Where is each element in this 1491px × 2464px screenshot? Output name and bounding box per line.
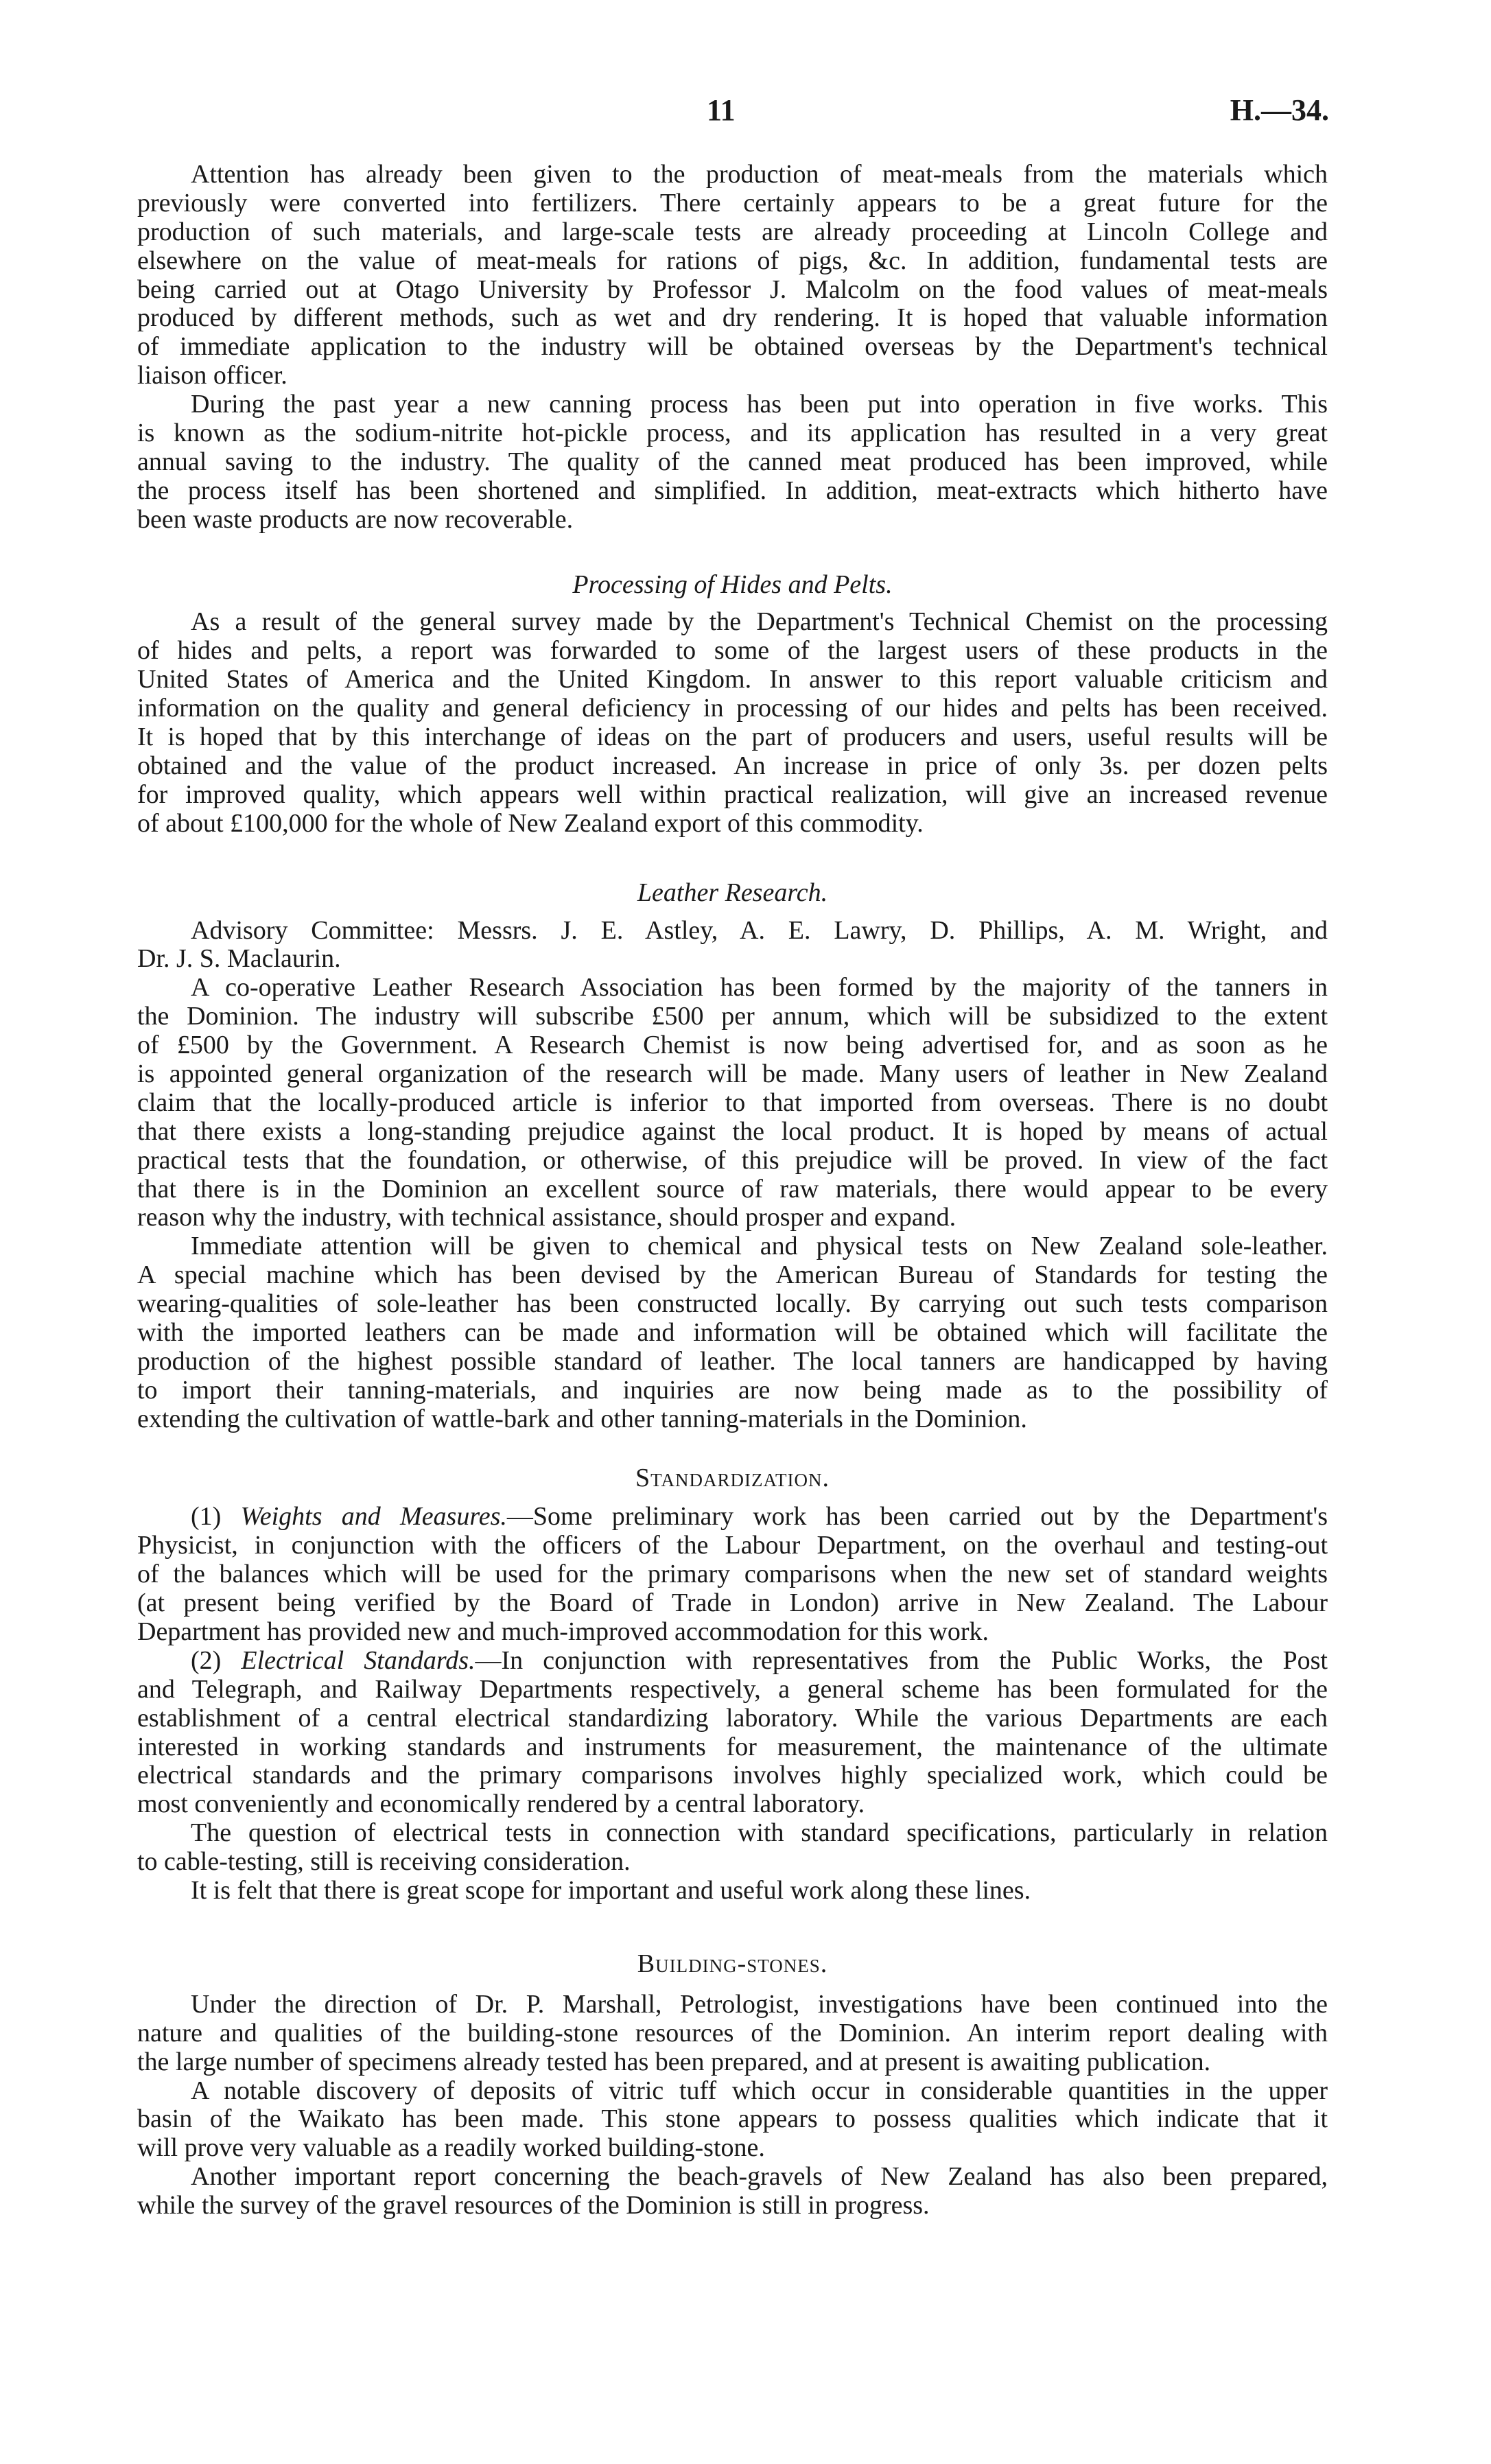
text-line: basin of the Waikato has been made. This stone appears to possess qualities which indicate that it — [137, 2104, 1328, 2134]
section-leather-research — [137, 917, 1328, 1434]
paragraph — [137, 1819, 1328, 1877]
text-line: while the survey of the gravel resources of the Dominion is still in progress. — [137, 2191, 930, 2220]
text-line: establishment of a central electrical standardizing laboratory. While the various Departments are each — [137, 1703, 1328, 1733]
text-line: of £500 by the Government. A Research Chemist is now being advertised for, and as soon as he — [137, 1031, 1328, 1060]
text-line: extending the cultivation of wattle-bark and other tanning-materials in the Dominion. — [137, 1404, 1027, 1433]
text-line: produced by different methods, such as wet and dry rendering. It is hoped that valuable information — [137, 303, 1328, 333]
paragraph — [137, 1991, 1328, 2077]
paragraph — [137, 1647, 1328, 1819]
text-line: the process itself has been shortened and simplified. In addition, meat-extracts which hitherto have — [137, 476, 1328, 505]
text-line: the large number of specimens already tested has been prepared, and at present is awaiting publication. — [137, 2047, 1211, 2076]
italic-subheading: Electrical Standards. — [241, 1645, 476, 1675]
paragraph — [137, 608, 1328, 838]
text-line: Department has provided new and much-improved accommodation for this work. — [137, 1617, 989, 1647]
text-line: of the balances which will be used for the primary comparisons when the new set of standard weights — [137, 1560, 1328, 1589]
paragraph — [137, 390, 1328, 534]
text-line: liaison officer. — [137, 361, 287, 390]
text-line: information on the quality and general deficiency in processing of our hides and pelts has been received. — [137, 694, 1328, 723]
paragraph — [137, 974, 1328, 1232]
text-line: been waste products are now recoverable. — [137, 504, 574, 534]
text-line: Attention has already been given to the production of meat-meals from the materials which — [191, 160, 1328, 189]
text-line: (at present being verified by the Board of Trade in London) arrive in New Zealand. The Labour — [137, 1588, 1328, 1618]
text-line: interested in working standards and instruments for measurement, the maintenance of the ultimate — [137, 1732, 1328, 1761]
text-line: practical tests that the foundation, or otherwise, of this prejudice will be proved. In view of the fact — [137, 1145, 1328, 1175]
text-line: is appointed general organization of the research will be made. Many users of leather in New Zealand — [137, 1059, 1328, 1088]
text-line: production of such materials, and large-scale tests are already proceeding at Lincoln College and — [137, 217, 1328, 246]
text-line: nature and qualities of the building-stone resources of the Dominion. An interim report dealing with — [137, 2018, 1328, 2048]
paragraph — [137, 1877, 1328, 1905]
text-line: claim that the locally-produced article is inferior to that imported from overseas. There is no doubt — [137, 1088, 1328, 1117]
text-line: annual saving to the industry. The quality of the canned meat produced has been improved, while — [137, 447, 1328, 476]
text-line: electrical standards and the primary comparisons involves highly specialized work, which could be — [137, 1761, 1328, 1790]
text-line: obtained and the value of the product increased. An increase in price of only 3s. per dozen pelts — [137, 751, 1328, 780]
text-line — [137, 1503, 1328, 1532]
text-line: and Telegraph, and Railway Departments respectively, a general scheme has been formulated for the — [137, 1674, 1328, 1704]
paragraph — [137, 1503, 1328, 1646]
text-line: Physicist, in conjunction with the officers of the Labour Department, on the overhaul and testing-out — [137, 1531, 1328, 1560]
text-line: Advisory Committee: Messrs. J. E. Astley, A. E. Lawry, D. Phillips, A. M. Wright, and — [191, 915, 1328, 945]
document-reference: H.—34. — [1230, 93, 1329, 127]
text-line: It is hoped that by this interchange of ideas on the part of producers and users, useful results will be — [137, 723, 1328, 752]
text-line: elsewhere on the value of meat-meals for rations of pigs, &c. In addition, fundamental tests are — [137, 246, 1328, 275]
text-line: that there exists a long-standing prejudice against the local product. It is hoped by means of actual — [137, 1116, 1328, 1146]
paragraph — [137, 917, 1328, 974]
text-line: As a result of the general survey made by the Department's Technical Chemist on the processing — [191, 607, 1328, 637]
section-intro — [137, 161, 1328, 535]
document-body — [137, 161, 1328, 2220]
section-heading-standardization: Standardization. — [635, 1463, 830, 1492]
text-line: Another important report concerning the beach-gravels of New Zealand has also been prepared, — [191, 2162, 1328, 2192]
text-line: to cable-testing, still is receiving consideration. — [137, 1847, 631, 1877]
text-line: of immediate application to the industry will be obtained overseas by the Department's technical — [137, 332, 1328, 362]
paragraph — [137, 1232, 1328, 1433]
paragraph — [137, 161, 1328, 390]
text-line: will prove very valuable as a readily worked building-stone. — [137, 2133, 765, 2163]
text-line: United States of America and the United Kingdom. In answer to this report valuable criticism and — [137, 665, 1328, 694]
section-standardization — [137, 1503, 1328, 1905]
text-line: being carried out at Otago University by Professor J. Malcolm on the food values of meat-meals — [137, 274, 1328, 304]
text-line: It is felt that there is great scope for important and useful work along these lines. — [191, 1876, 1031, 1905]
text-line: During the past year a new canning process has been put into operation in five works. This — [191, 390, 1328, 419]
text-line: to import their tanning-materials, and inquiries are now being made as to the possibility of — [137, 1375, 1328, 1405]
text-line: A special machine which has been devised by the American Bureau of Standards for testing the — [137, 1260, 1328, 1290]
section-heading-hides-pelts: Processing of Hides and Pelts. — [572, 570, 893, 599]
page-number: 11 — [707, 93, 736, 127]
text-line: that there is in the Dominion an excellent source of raw materials, there would appear to be every — [137, 1174, 1328, 1204]
text-line: reason why the industry, with technical assistance, should prosper and expand. — [137, 1203, 956, 1232]
paragraph — [137, 2163, 1328, 2220]
text-line: production of the highest possible standard of leather. The local tanners are handicapped by having — [137, 1346, 1328, 1376]
text-line — [137, 1647, 1328, 1676]
text-run: —In conjunction with representatives from the Public Works, the Post — [475, 1645, 1328, 1675]
section-hides-pelts — [137, 608, 1328, 838]
text-line: Under the direction of Dr. P. Marshall, Petrologist, investigations have been continued into the — [191, 1989, 1328, 2019]
text-run: (2) — [191, 1645, 242, 1675]
text-line: previously were converted into fertilizers. There certainly appears to be a great future for the — [137, 188, 1328, 218]
text-line: A notable discovery of deposits of vitric tuff which occur in considerable quantities in the upper — [191, 2076, 1328, 2105]
text-line: wearing-qualities of sole-leather has been constructed locally. By carrying out such tests comparison — [137, 1289, 1328, 1319]
text-line: the Dominion. The industry will subscribe £500 per annum, which will be subsidized to the extent — [137, 1002, 1328, 1031]
section-heading-leather-research: Leather Research. — [637, 878, 828, 907]
text-run: (1) — [191, 1502, 241, 1532]
text-run: —Some preliminary work has been carried out by the Department's — [506, 1502, 1328, 1532]
text-line: for improved quality, which appears well within practical realization, will give an increased revenue — [137, 779, 1328, 809]
text-line: The question of electrical tests in connection with standard specifications, particularly in relation — [191, 1818, 1328, 1848]
text-line: most conveniently and economically rendered by a central laboratory. — [137, 1790, 865, 1819]
text-line: of hides and pelts, a report was forwarded to some of the largest users of these products in the — [137, 636, 1328, 666]
text-line: Immediate attention will be given to chemical and physical tests on New Zealand sole-leather. — [191, 1232, 1328, 1261]
italic-subheading: Weights and Measures. — [240, 1502, 507, 1532]
text-line: Dr. J. S. Maclaurin. — [137, 944, 341, 974]
text-line: A co-operative Leather Research Association has been formed by the majority of the tanners in — [191, 973, 1328, 1002]
text-line: is known as the sodium-nitrite hot-pickle process, and its application has resulted in a very great — [137, 419, 1328, 448]
text-line: of about £100,000 for the whole of New Zealand export of this commodity. — [137, 808, 924, 838]
paragraph — [137, 2077, 1328, 2163]
text-line: with the imported leathers can be made and information will be obtained which will facilitate the — [137, 1317, 1328, 1347]
section-heading-building-stones: Building-stones. — [637, 1949, 828, 1978]
section-building-stones — [137, 1991, 1328, 2220]
